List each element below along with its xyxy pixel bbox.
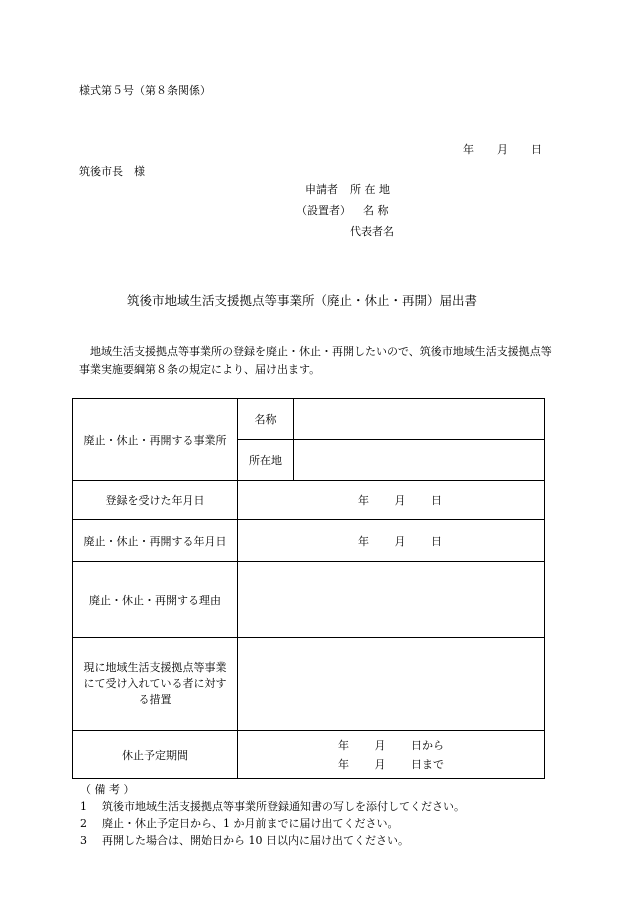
registered-year: 年 [358,494,369,507]
period-from-month: 月 [374,738,386,752]
period-from [238,736,544,755]
date-day: 日 [531,143,542,156]
office-address-field[interactable] [294,440,545,481]
office-label: 廃止・休止・再開する事業所 [73,399,238,481]
notes [80,781,465,849]
notification-table [72,398,545,779]
note-item [80,798,465,815]
note-text: 再開した場合は、開始日から 10 日以内に届け出てください。 [102,834,409,847]
change-day: 日 [431,534,442,548]
measures-label [73,638,238,731]
period-from-year: 年 [338,738,349,752]
note-number: 2 [80,817,87,830]
office-address-label: 所在地 [238,440,294,481]
registered-day: 日 [431,494,442,507]
body-text [79,343,552,379]
page-title: 筑後市地域生活支援拠点等事業所（廃止・休止・再開）届出書 [127,293,478,308]
date-month: 月 [497,143,508,156]
applicant-rep-label: 代表者名 [350,225,394,238]
applicant-name-label: 名 称 [363,204,389,217]
note-item [80,815,465,832]
registered-date-label: 登録を受けた年月日 [73,481,238,520]
change-date-label: 廃止・休止・再開する年月日 [73,520,238,562]
note-text: 廃止・休止予定日から、1 か月前までに届け出てください。 [102,817,399,830]
applicant-address-label: 所 在 地 [350,183,390,196]
period-to [238,755,544,774]
change-date-field[interactable] [238,520,545,562]
change-year: 年 [358,534,369,548]
registered-date-field[interactable] [238,481,545,520]
date-year: 年 [463,143,474,156]
registered-month: 月 [394,494,406,507]
period-to-month: 月 [374,757,386,771]
period-label: 休止予定期間 [73,731,238,779]
measures-line-1: 現に地域生活支援拠点等事業 [83,661,227,674]
applicant-sub-label: （設置者） [296,204,351,217]
measures-line-2: にて受け入れている者に対す [83,677,227,690]
applicant-label: 申請者 [305,183,338,196]
body-line-1: 地域生活支援拠点等事業所の登録を廃止・休止・再開したいので、筑後市地域生活支援拠点等 [90,345,552,358]
office-name-label: 名称 [238,399,294,440]
reason-label: 廃止・休止・再開する理由 [73,562,238,638]
period-to-year: 年 [338,757,349,771]
form-number: 様式第５号（第８条関係） [79,84,211,97]
note-number: 3 [80,834,87,847]
measures-line-3: る措置 [138,693,172,706]
change-month: 月 [394,534,406,548]
note-text: 筑後市地域生活支援拠点等事業所登録通知書の写しを添付してください。 [102,800,465,813]
notes-heading: （ 備 考 ） [80,783,135,796]
reason-field[interactable] [238,562,545,638]
period-field[interactable] [238,731,545,779]
period-to-day: 日まで [411,757,444,771]
addressee: 筑後市長 様 [79,165,145,178]
office-name-field[interactable] [294,399,545,440]
note-item [80,832,465,849]
measures-field[interactable] [238,638,545,731]
note-number: 1 [80,800,87,813]
period-from-day: 日から [411,738,444,752]
body-line-2: 事業実施要綱第８条の規定により、届け出ます。 [79,363,321,376]
